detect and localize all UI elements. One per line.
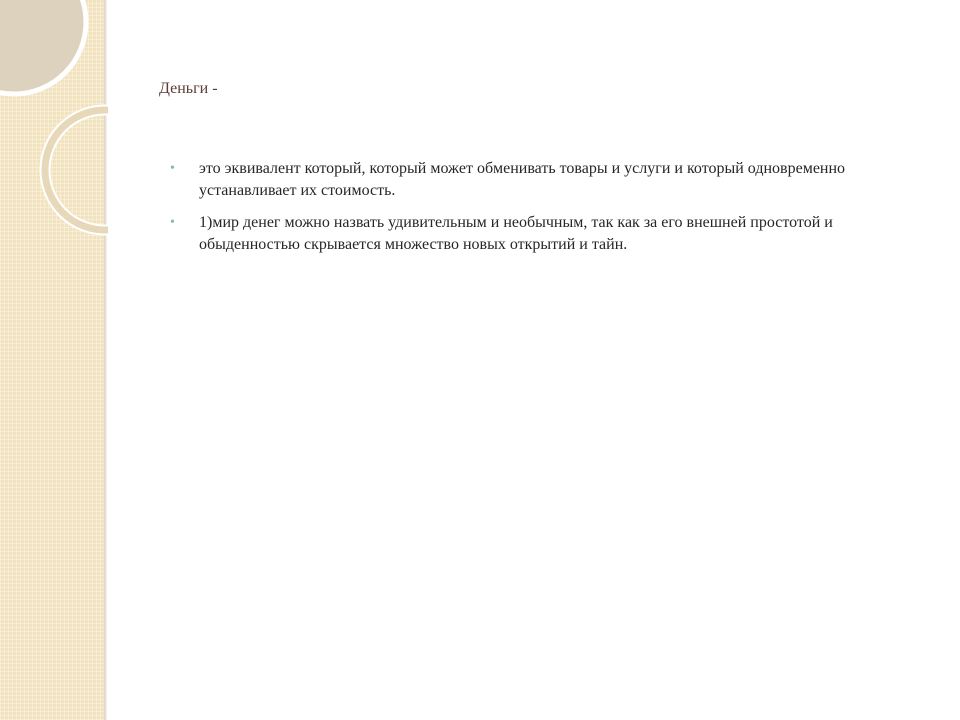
bullet-text: 1)мир денег можно назвать удивительным и необычным, так как за его внешней простотой и обыденностью скрывается множество новых открытий и тайн. bbox=[199, 214, 833, 253]
bullet-marker: • bbox=[170, 215, 175, 230]
decorative-circles bbox=[0, 0, 108, 260]
ring-inner-shape bbox=[45, 110, 108, 230]
bullet-item bbox=[170, 158, 860, 202]
bullet-list bbox=[170, 158, 860, 266]
ring-outer-shape bbox=[45, 110, 108, 230]
slide-title: Деньги - bbox=[159, 80, 218, 97]
bullet-text: это эквивалент который, который может обменивать товары и услуги и который одновременно устанавливает их стоимость. bbox=[199, 160, 846, 199]
large-circle-shape bbox=[0, 0, 86, 94]
bullet-marker: • bbox=[170, 161, 175, 176]
bullet-item bbox=[170, 212, 860, 256]
